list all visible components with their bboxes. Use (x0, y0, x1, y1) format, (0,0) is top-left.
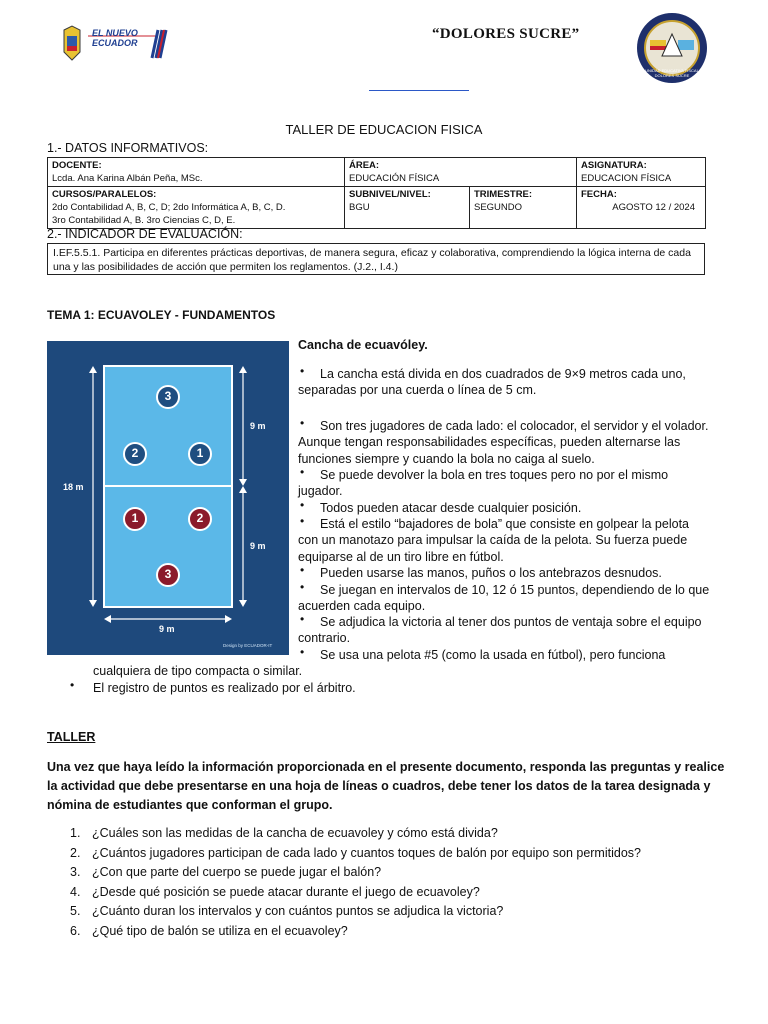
trimestre-label: TRIMESTRE: (474, 189, 533, 200)
player-bottom-3-label: 3 (164, 567, 172, 581)
section-datos: 1.- DATOS INFORMATIVOS: (47, 141, 209, 155)
cancha-b5-l2: con un manotazo para impulsar la caída de la pelota. Su fuerza puede (298, 533, 688, 548)
tema-heading: TEMA 1: ECUAVOLEY - FUNDAMENTOS (47, 308, 276, 322)
cancha-b8-l1: Se adjudica la victoria al tener dos puntos de ventaja sobre el equipo (320, 615, 702, 629)
cancha-b1-l1: La cancha está divida en dos cuadrados de 9×9 metros cada uno, (320, 367, 686, 381)
player-bottom-2-label: 2 (196, 511, 204, 525)
cursos-label: CURSOS/PARALELOS: (52, 189, 157, 200)
cancha-b7 (298, 582, 738, 615)
cancha-b3-l1: Se puede devolver la bola en tres toques pero no por el mismo (320, 468, 669, 482)
asignatura-value: EDUCACION FÍSICA (581, 173, 672, 184)
cancha-b5-l1: Está el estilo “bajadores de bola” que consiste en golpear la pelota (320, 517, 689, 531)
bullet-dot: • (70, 678, 75, 692)
bullet-dot: • (300, 364, 305, 378)
question-text: ¿Cuáles son las medidas de la cancha de ecuavoley y cómo está divida? (92, 826, 498, 840)
taller-instructions: Una vez que haya leído la información proporcionada en el presente documento, responda las preguntas y realice la actividad que debe presentarse en una hoja de líneas o cuadros, debe tener los datos de la tarea designada y nómina de estudiantes que conforman el grupo. (47, 760, 725, 812)
subnivel-label: SUBNIVEL/NIVEL: (349, 189, 431, 200)
question-text: ¿Cuánto duran los intervalos y con cuántos puntos se adjudica la victoria? (92, 904, 504, 919)
question-number: 4. (70, 884, 81, 899)
cancha-b6-l1: Pueden usarse las manos, puños o los antebrazos desnudos. (320, 566, 662, 580)
cancha-b5 (298, 516, 738, 565)
subnivel-value: BGU (349, 202, 370, 213)
player-top-2-label: 2 (131, 446, 139, 460)
logo-text: EL NUEVO ECUADOR (92, 28, 138, 48)
section-indicador: 2.- INDICADOR DE EVALUACIÓN: (47, 227, 243, 241)
area-label: ÁREA: (349, 160, 380, 171)
court-width-label: 9 m (159, 624, 175, 634)
cancha-b9-l2: cualquiera de tipo compacta o similar. (93, 664, 303, 678)
cancha-b2-l1: Son tres jugadores de cada lado: el colocador, el servidor y el volador. (320, 419, 709, 433)
cancha-b4 (298, 500, 738, 516)
cancha-b10: El registro de puntos es realizado por el árbitro. (93, 681, 356, 695)
player-top-1-label: 1 (196, 446, 204, 460)
indicator-box (47, 243, 705, 275)
court-half-top-label: 9 m (250, 421, 266, 431)
cursos-line2: 3ro Contabilidad A, B. 3ro Ciencias C, D, E. (52, 215, 236, 226)
player-top-3-label: 3 (164, 389, 172, 403)
cancha-b3-l2: jugador. (298, 484, 343, 499)
question-number: 6. (70, 924, 81, 938)
bullet-dot: • (300, 645, 305, 659)
trimestre-value: SEGUNDO (474, 202, 523, 213)
fecha-label: FECHA: (581, 189, 617, 200)
bullet-dot: • (300, 580, 305, 594)
court-credit: Design by ECUADOR-IT (223, 643, 273, 648)
question-item (70, 826, 498, 840)
cancha-b1 (298, 366, 738, 399)
question-item (70, 924, 348, 938)
question-text: ¿Qué tipo de balón se utiliza en el ecuavoley? (92, 924, 348, 938)
cancha-b8 (298, 614, 738, 647)
bullet-dot: • (300, 498, 305, 512)
player-bottom-1-label: 1 (131, 511, 139, 525)
cancha-b2-l3: funciones siempre y cuando la bola no caiga al suelo. (298, 451, 595, 466)
docente-label: DOCENTE: (52, 160, 102, 171)
question-number: 3. (70, 865, 81, 880)
docente-value: Lcda. Ana Karina Albán Peña, MSc. (52, 173, 203, 184)
bullet-dot: • (300, 612, 305, 626)
cancha-b1-l2: separadas por una cuerda o línea de 5 cm. (298, 383, 537, 398)
question-text: ¿Con que parte del cuerpo se puede jugar el balón? (92, 865, 382, 880)
question-number: 2. (70, 845, 81, 860)
fecha-value: AGOSTO 12 / 2024 (612, 202, 695, 213)
cancha-b7-l1: Se juegan en intervalos de 10, 12 ó 15 puntos, dependiendo de lo que (320, 583, 710, 597)
question-text: ¿Cuántos jugadores participan de cada lado y cuantos toques de balón por equipo son permitidos? (92, 845, 641, 860)
court-half-bottom-label: 9 m (250, 541, 266, 551)
indicator-text: I.EF.5.5.1. Participa en diferentes prácticas deportivas, de manera segura, eficaz y colaborativa, comprendiendo la lógica interna de cada una y las posibilidades de acción que permiten los reglamentos. (J.2., I.4.) (53, 247, 691, 273)
cancha-b8-l2: contrario. (298, 631, 351, 646)
asignatura-label: ASIGNATURA: (581, 160, 647, 171)
cancha-b6 (298, 565, 738, 581)
info-table (47, 157, 706, 229)
cancha-b2 (298, 418, 738, 467)
cancha-b7-l2: acuerden cada equipo. (298, 599, 426, 614)
document-title: TALLER DE EDUCACION FISICA (285, 122, 483, 137)
court-length-label: 18 m (63, 482, 84, 492)
question-text: ¿Desde qué posición se puede atacar durante el juego de ecuavoley? (92, 884, 480, 899)
cancha-b5-l3: equiparse al de un tiro libre en fútbol. (298, 549, 504, 564)
cancha-b9-l1: Se usa una pelota #5 (como la usada en fútbol), pero funciona (320, 648, 666, 662)
bullet-dot: • (300, 514, 305, 528)
bullet-dot: • (300, 416, 305, 430)
cancha-b3 (298, 467, 738, 500)
question-item (70, 885, 480, 899)
area-value: EDUCACIÓN FÍSICA (349, 173, 440, 184)
header-link-line (369, 90, 469, 91)
seal-text: UNIDAD EDUCATIVA FISCAL DOLORES SUCRE (645, 68, 699, 78)
question-number: 5. (70, 904, 81, 919)
bullet-dot: • (300, 465, 305, 479)
cursos-line1: 2do Contabilidad A, B, C, D; 2do Informática A, B, C, D. (52, 202, 286, 213)
question-item (70, 865, 381, 879)
cancha-heading: Cancha de ecuavóley. (298, 338, 428, 352)
bullet-dot: • (300, 563, 305, 577)
court-diagram (47, 341, 289, 655)
question-item (70, 904, 503, 918)
question-item (70, 846, 641, 860)
question-number: 1. (70, 826, 81, 840)
taller-heading: TALLER (47, 730, 96, 744)
school-name: “DOLORES SUCRE” (432, 26, 580, 42)
cancha-b2-l2: Aunque tengan responsabilidades específicas, pueden alternarse las (298, 435, 681, 450)
cancha-b4-l1: Todos pueden atacar desde cualquier posición. (320, 501, 582, 515)
